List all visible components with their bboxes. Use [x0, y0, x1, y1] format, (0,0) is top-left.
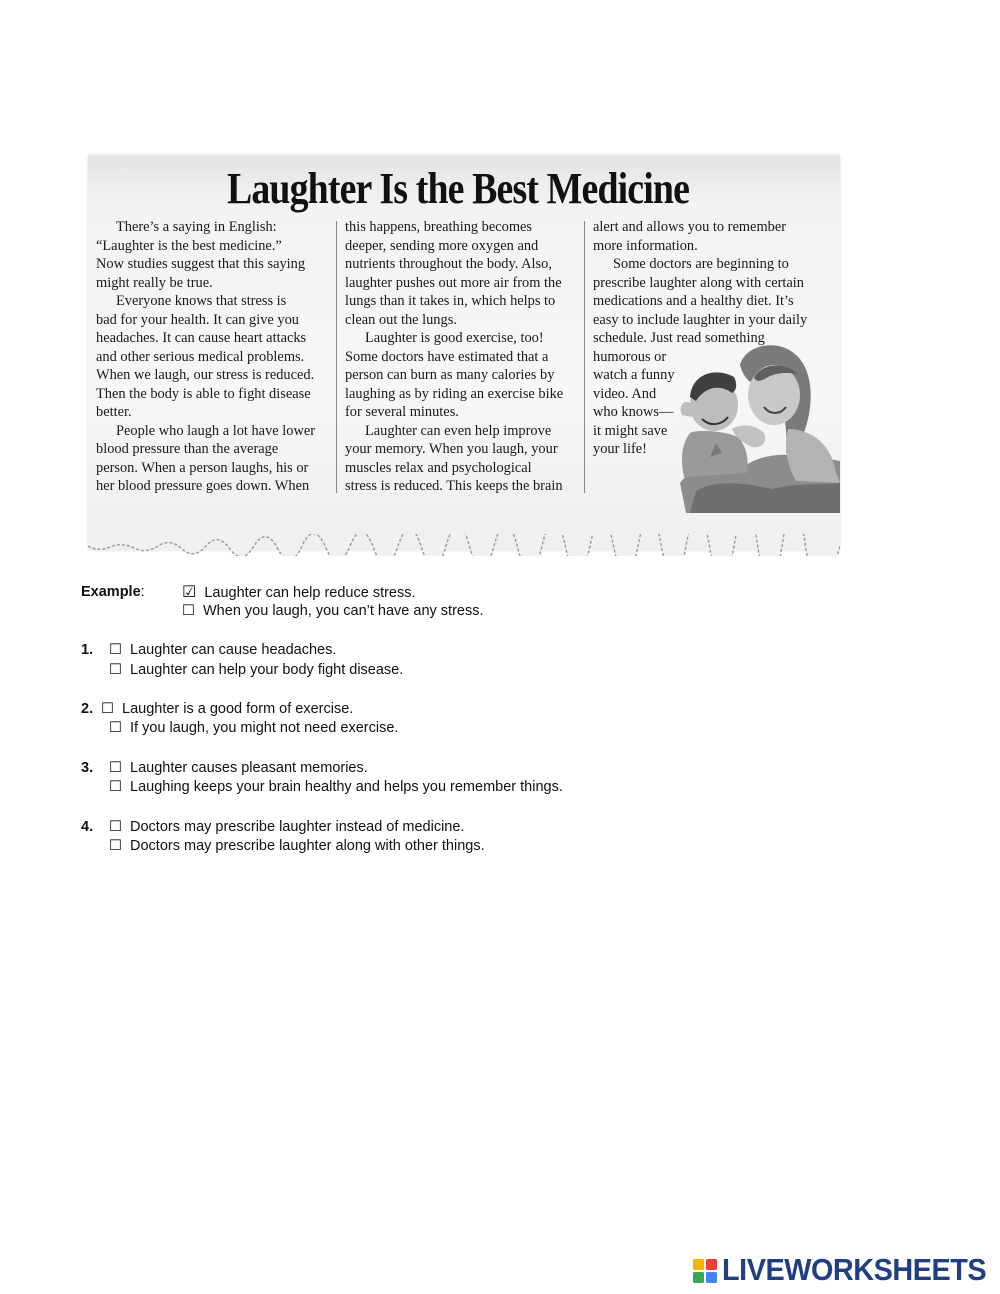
example-colon: :: [140, 584, 145, 600]
article-line: alert and allows you to remember: [593, 219, 787, 235]
option-text: Laughter causes pleasant memories.: [130, 760, 368, 776]
option-text: Laughing keeps your brain healthy and helps you remember things.: [130, 779, 563, 795]
article-line: watch a funny: [593, 367, 675, 383]
article-line: video. And: [593, 385, 657, 402]
article-line: it might save: [593, 422, 668, 439]
article-line: better.: [96, 404, 132, 420]
mother-child-illustration: [676, 333, 840, 513]
article-line: clean out the lungs.: [345, 311, 457, 328]
option-text: Laughter is a good form of exercise.: [122, 701, 354, 717]
question-1: [81, 642, 336, 658]
article-column-2: [345, 218, 581, 496]
article-line: person. When a person laughs, his or: [96, 459, 309, 476]
article-line: laughing as by riding an exercise bike: [345, 385, 564, 402]
article-line: this happens, breathing becomes: [345, 219, 533, 235]
question-2-option-b: [109, 720, 398, 736]
article-line: laughter pushes out more air from the: [345, 274, 562, 291]
article-line: Everyone knows that stress is: [116, 293, 287, 309]
article-line: deeper, sending more oxygen and: [345, 237, 539, 254]
liveworksheets-logo[interactable]: [692, 1252, 990, 1288]
checkbox-icon: ☐: [182, 603, 195, 619]
column-divider: [336, 221, 337, 493]
option-text: Doctors may prescribe laughter instead of medicine.: [130, 819, 465, 835]
torn-paper-edge: [88, 534, 840, 556]
example-option-text: When you laugh, you can’t have any stress.: [203, 603, 484, 619]
example-label: Example: [81, 584, 141, 600]
article-line: Some doctors are beginning to: [613, 256, 789, 272]
logo-text: LIVEWORKSHEETS: [722, 1252, 987, 1287]
article-line: person can burn as many calories by: [345, 367, 555, 383]
article-line: medications and a healthy diet. It’s: [593, 293, 794, 309]
article-line: Then the body is able to fight disease: [96, 385, 311, 402]
checkbox[interactable]: ☐: [109, 779, 122, 795]
article-title: Laughter Is the Best Medicine: [226, 164, 690, 213]
question-1-option-b: [109, 662, 403, 678]
example-option-2: [182, 603, 484, 619]
article-line: When we laugh, our stress is reduced.: [96, 367, 315, 383]
checkbox[interactable]: ☐: [109, 720, 122, 736]
article-line: nutrients throughout the body. Also,: [345, 256, 552, 272]
question-number: 3.: [81, 760, 94, 776]
checkbox[interactable]: ☐: [109, 819, 122, 835]
article-line: People who laugh a lot have lower: [116, 422, 316, 439]
article-line: more information.: [593, 237, 698, 254]
article-line: might really be true.: [96, 274, 213, 291]
option-text: If you laugh, you might not need exercise.: [130, 720, 399, 736]
article-line: Some doctors have estimated that a: [345, 348, 549, 365]
article-line: blood pressure than the average: [96, 441, 279, 457]
article-line: Now studies suggest that this saying: [96, 256, 306, 272]
article-line: easy to include laughter in your daily: [593, 311, 808, 328]
article-line: and other serious medical problems.: [96, 348, 305, 365]
question-3-option-b: [109, 779, 563, 795]
question-number: 2.: [81, 701, 94, 717]
article-line: prescribe laughter along with certain: [593, 274, 804, 291]
article-line: for several minutes.: [345, 404, 459, 420]
checkbox[interactable]: ☐: [109, 642, 122, 658]
article-line: headaches. It can cause heart attacks: [96, 330, 307, 346]
article-clipping: [88, 155, 840, 550]
article-line: humorous or: [593, 348, 667, 365]
logo-tiles-icon: [692, 1258, 718, 1284]
article-line: muscles relax and psychological: [345, 459, 532, 476]
option-text: Laughter can cause headaches.: [130, 642, 337, 658]
checkbox[interactable]: ☐: [109, 838, 122, 854]
article-line: There’s a saying in English:: [116, 219, 277, 235]
question-number: 4.: [81, 819, 94, 835]
article-line: lungs than it takes in, which helps to: [345, 293, 556, 309]
article-line: Laughter can even help improve: [365, 422, 552, 439]
article-line: her blood pressure goes down. When: [96, 478, 310, 494]
article-line: your memory. When you laugh, your: [345, 441, 558, 457]
article-line: “Laughter is the best medicine.”: [96, 237, 282, 254]
question-3: [81, 760, 368, 776]
option-text: Doctors may prescribe laughter along with other things.: [130, 838, 485, 854]
article-line: schedule. Just read something: [593, 330, 765, 346]
option-text: Laughter can help your body fight disease.: [130, 662, 404, 678]
checkbox[interactable]: ☐: [109, 662, 122, 678]
column-divider: [584, 221, 585, 493]
article-line: Laughter is good exercise, too!: [365, 330, 544, 346]
example-option-1: [182, 582, 416, 602]
checked-box-icon: ☑: [182, 584, 197, 601]
question-2: [81, 701, 353, 717]
article-line: who knows—: [593, 404, 674, 420]
question-4-option-b: [109, 838, 485, 854]
question-number: 1.: [81, 642, 94, 658]
checkbox[interactable]: ☐: [109, 760, 122, 776]
article-line: your life!: [593, 441, 647, 457]
article-line: stress is reduced. This keeps the brain: [345, 478, 563, 494]
checkbox[interactable]: ☐: [101, 701, 114, 717]
article-column-1: [96, 218, 334, 496]
question-4: [81, 819, 464, 835]
example-option-text: Laughter can help reduce stress.: [204, 585, 416, 601]
example-label-line: [81, 584, 145, 600]
article-line: bad for your health. It can give you: [96, 311, 300, 328]
